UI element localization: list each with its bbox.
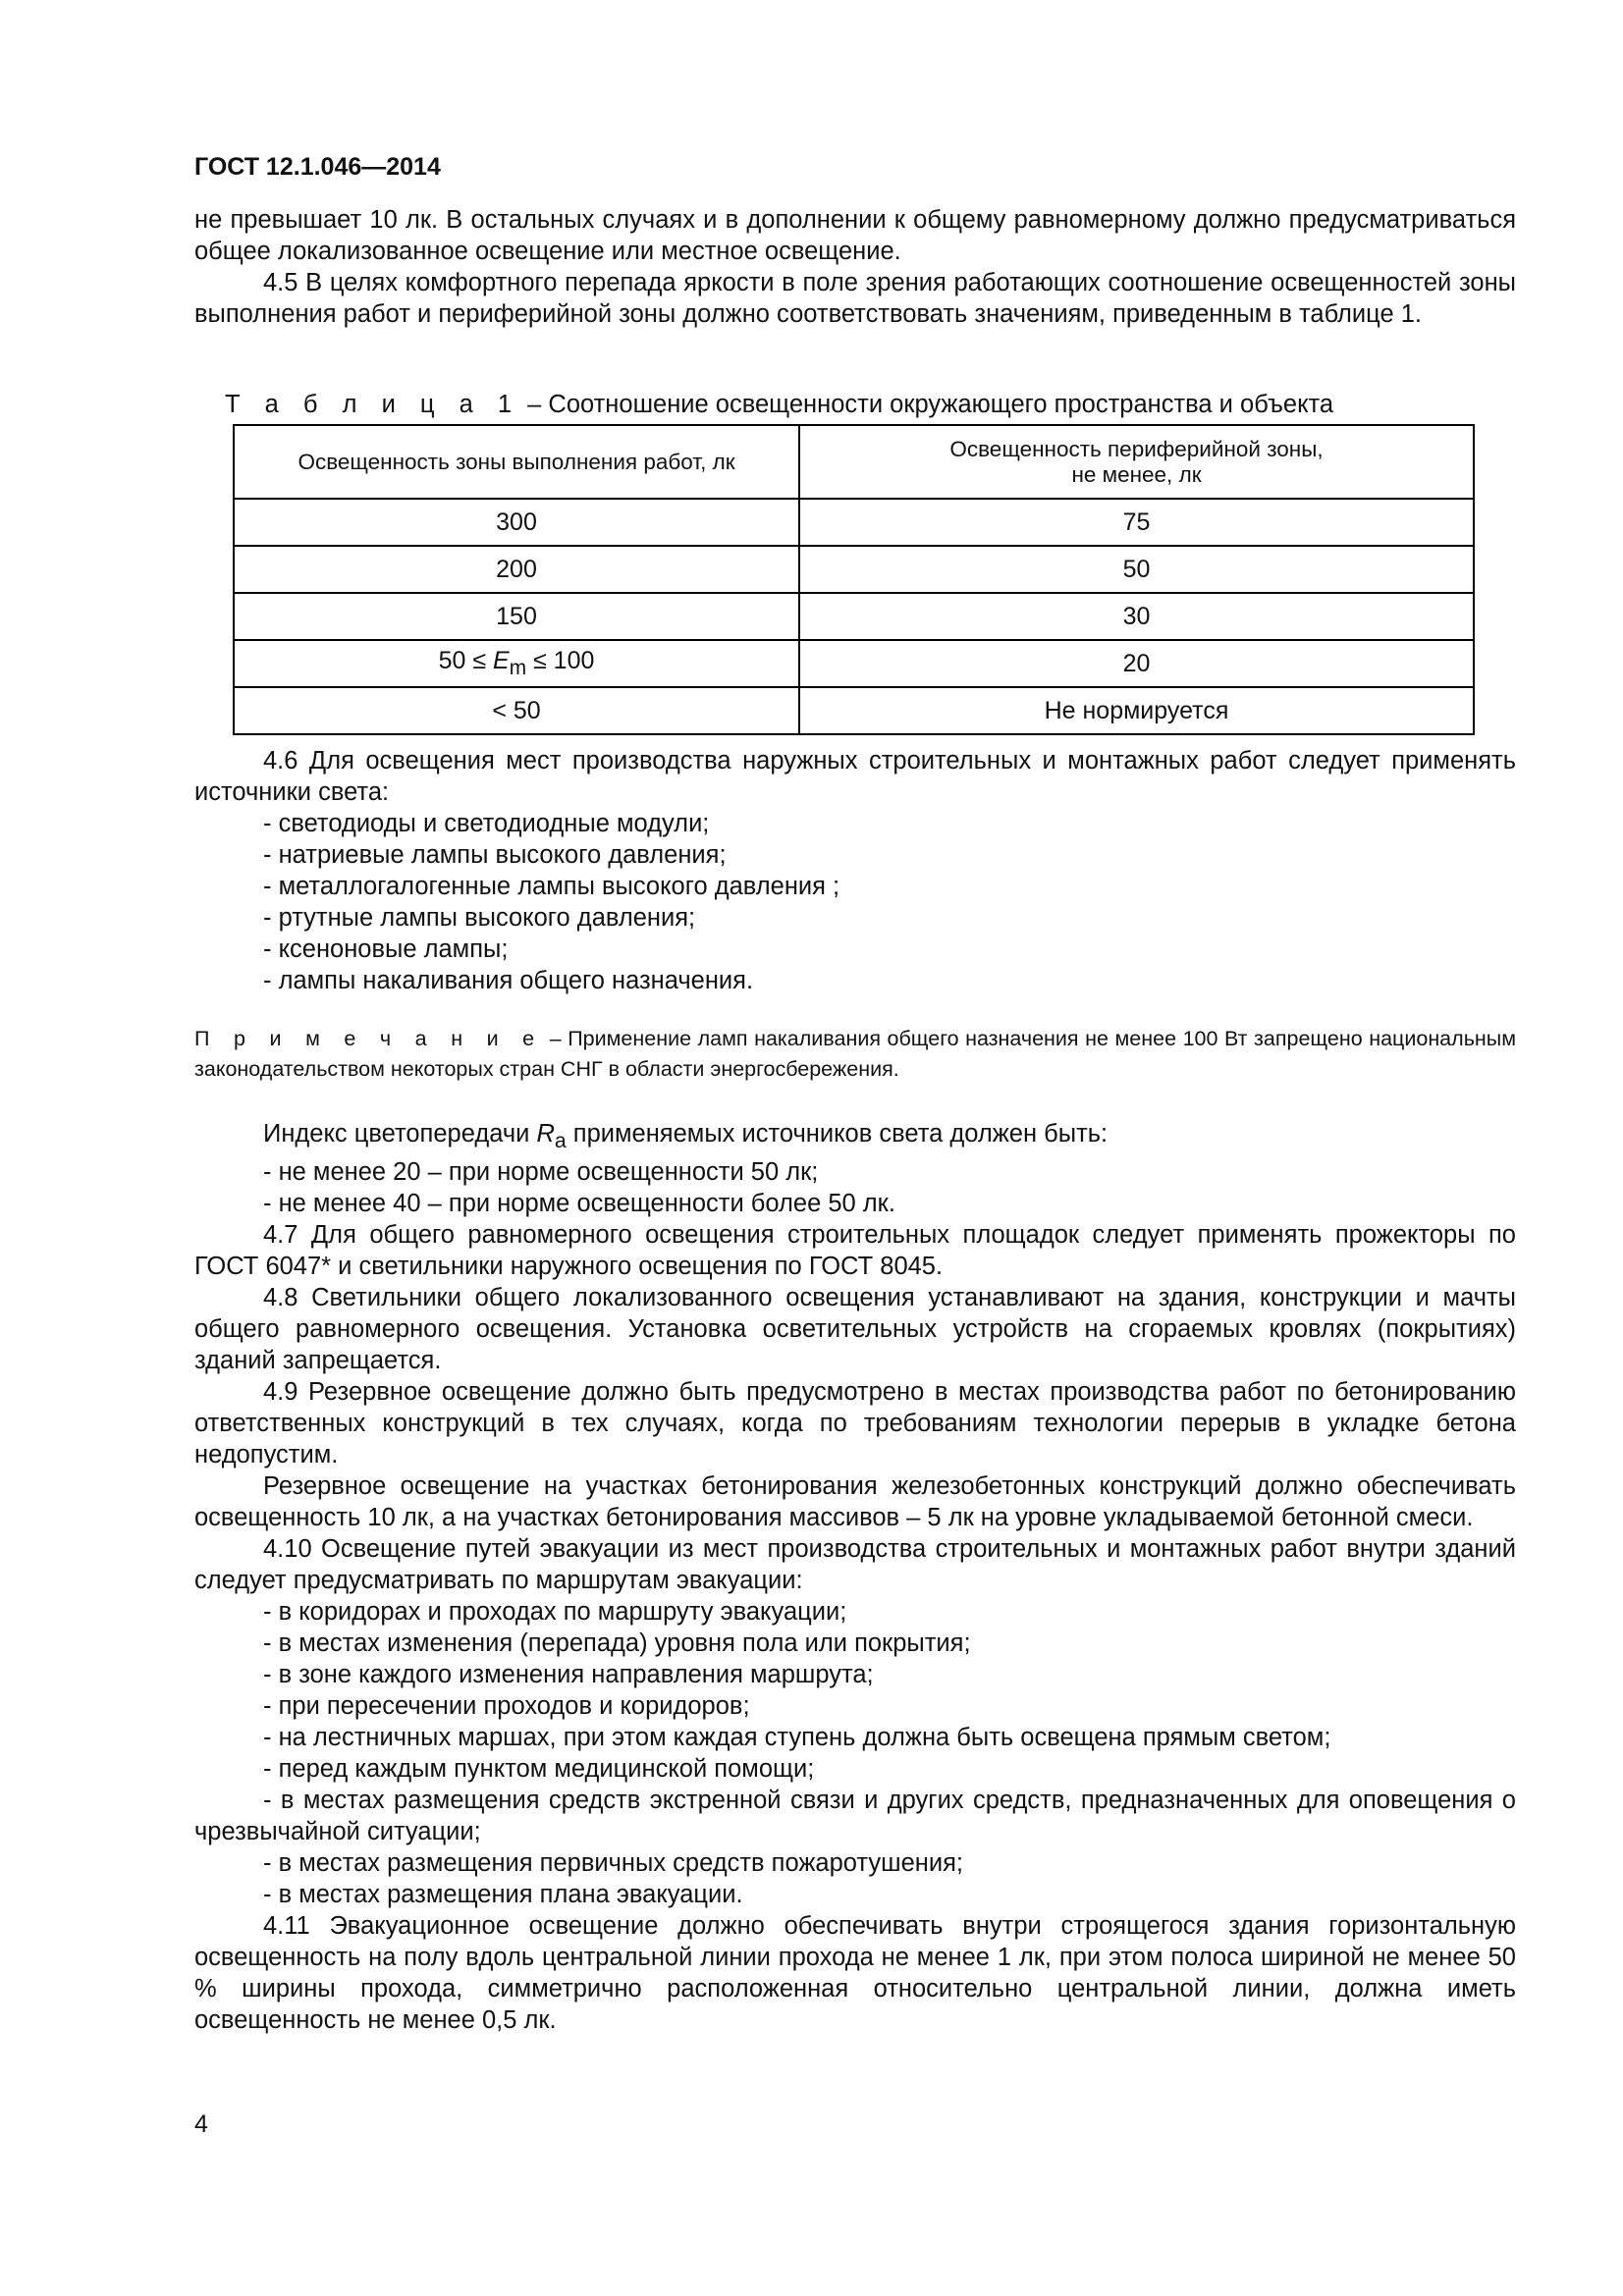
text-part: Индекс цветопередачи — [263, 1120, 537, 1148]
header-line: не менее, лк — [1071, 461, 1202, 487]
list-item: - в местах изменения (перепада) уровня пола или покрытия; — [263, 1629, 971, 1658]
note-label: П р и м е ч а н и е — [194, 1027, 544, 1050]
table-cell — [234, 640, 799, 687]
document-header: ГОСТ 12.1.046—2014 — [194, 153, 441, 181]
table-header-work-zone: Освещенность зоны выполнения работ, лк — [234, 425, 799, 499]
note-text: – Применение ламп накаливания общего назначения не менее 100 Вт запрещено национальным законодательством некоторых стран СНГ в области энергосбережения. — [194, 1027, 1516, 1081]
table-cell: < 50 — [234, 687, 799, 734]
table-cell: 300 — [234, 499, 799, 546]
table-caption-label: Т а б л и ц а 1 — [225, 391, 521, 418]
formula-variable: R — [536, 1120, 555, 1148]
formula-part: 50 ≤ — [438, 647, 494, 674]
paragraph-4-11: 4.11 Эвакуационное освещение должно обеспечивать внутри строящегося здания горизонтальную освещенность на полу вдоль центральной линии прохода не менее 1 лк, при этом полоса шириной не менее 50 % ширины прохода, симметрично расположенная относительно центральной линии, должна иметь освещенность не менее 0,5 лк. — [194, 1912, 1516, 2035]
table-cell: 200 — [234, 546, 799, 593]
table-header-peripheral-zone — [799, 425, 1474, 499]
paragraph-4-8: 4.8 Светильники общего локализованного освещения устанавливают на здания, конструкции и мачты общего равномерного освещения. Установка осветительных устройств на сгораемых кровлях (покрытиях) зданий запрещается. — [194, 1284, 1516, 1375]
table-cell: 150 — [234, 593, 799, 640]
section-4-6 — [194, 745, 1516, 996]
formula-subscript: a — [554, 1129, 567, 1153]
note — [194, 1024, 1516, 1085]
header-line: Освещенность периферийной зоны, — [949, 436, 1324, 461]
list-item: - лампы накаливания общего назначения. — [263, 967, 754, 994]
table-caption — [225, 391, 1333, 419]
table-cell: 50 — [799, 546, 1474, 593]
paragraph-4-5: 4.5 В целях комфортного перепада яркости в поле зрения работающих соотношение освещенностей зоны выполнения работ и периферийной зоны должно соответствовать значениям, приведенным в таблице 1. — [194, 269, 1516, 328]
table-cell: Не нормируется — [799, 687, 1474, 734]
list-item: - светодиоды и светодиодные модули; — [263, 810, 710, 837]
list-item: - в зоне каждого изменения направления маршрута; — [263, 1661, 874, 1689]
table-header-row — [234, 425, 1474, 499]
table-row — [234, 640, 1474, 687]
list-item: - ртутные лампы высокого давления; — [263, 904, 696, 932]
list-item: - не менее 40 – при норме освещенности более 50 лк. — [263, 1190, 895, 1218]
list-item: - металлогалогенные лампы высокого давления ; — [263, 873, 840, 900]
table-row — [234, 687, 1474, 734]
table-caption-text: – Соотношение освещенности окружающего пространства и объекта — [520, 391, 1334, 418]
table-row — [234, 546, 1474, 593]
paragraph-cri — [194, 1118, 1516, 1156]
body-text — [194, 1118, 1516, 2036]
list-item: - в местах размещения первичных средств пожаротушения; — [263, 1849, 963, 1878]
paragraph-4-7: 4.7 Для общего равномерного освещения строительных площадок следует применять прожекторы по ГОСТ 6047* и светильники наружного освещения по ГОСТ 8045. — [194, 1221, 1516, 1281]
paragraph-continuation: не превышает 10 лк. В остальных случаях и в дополнении к общему равномерному должно предусматриваться общее локализованное освещение или местное освещение. — [194, 206, 1516, 265]
paragraph-4-9: 4.9 Резервное освещение должно быть предусмотрено в местах производства работ по бетонированию ответственных конструкций в тех случаях, когда по требованиям технологии перерыв в укладке бетона недопустим. — [194, 1378, 1516, 1469]
list-item: - в местах размещения плана эвакуации. — [263, 1881, 743, 1909]
paragraph-4-10: 4.10 Освещение путей эвакуации из мест производства строительных и монтажных работ внутри зданий следует предусматривать по маршрутам эвакуации: — [194, 1535, 1516, 1595]
list-item: - ксеноновые лампы; — [263, 935, 509, 963]
table-row — [234, 593, 1474, 640]
note-paragraph — [194, 1024, 1516, 1085]
table-cell: 20 — [799, 640, 1474, 687]
table-cell: 30 — [799, 593, 1474, 640]
formula-subscript: m — [509, 657, 527, 679]
list-item: - при пересечении проходов и коридоров; — [263, 1692, 750, 1721]
list-item: - перед каждым пунктом медицинской помощи; — [263, 1755, 815, 1784]
formula-part: ≤ 100 — [526, 647, 595, 674]
list-item: - в коридорах и проходах по маршруту эвакуации; — [263, 1598, 847, 1627]
page-number: 4 — [194, 2110, 208, 2138]
paragraph-4-9-reserve: Резервное освещение на участках бетонирования железобетонных конструкций должно обеспечивать освещенность 10 лк, а на участках бетонирования массивов – 5 лк на уровне укладываемой бетонной смеси. — [194, 1472, 1516, 1532]
list-item: - не менее 20 – при норме освещенности 50 лк; — [263, 1158, 819, 1187]
list-item: - натриевые лампы высокого давления; — [263, 841, 727, 869]
intro-text — [194, 204, 1516, 330]
paragraph-4-6: 4.6 Для освещения мест производства наружных строительных и монтажных работ следует применять источники света: — [194, 747, 1516, 806]
illuminance-table — [233, 424, 1475, 735]
formula-variable: E — [493, 647, 510, 674]
text-part: применяемых источников света должен быть: — [566, 1120, 1109, 1148]
table-cell: 75 — [799, 499, 1474, 546]
list-item: - на лестничных маршах, при этом каждая ступень должна быть освещена прямым светом; — [263, 1724, 1331, 1752]
list-item-long: - в местах размещения средств экстренной связи и других средств, предназначенных для оповещения о чрезвычайной ситуации; — [194, 1787, 1516, 1846]
table-row — [234, 499, 1474, 546]
